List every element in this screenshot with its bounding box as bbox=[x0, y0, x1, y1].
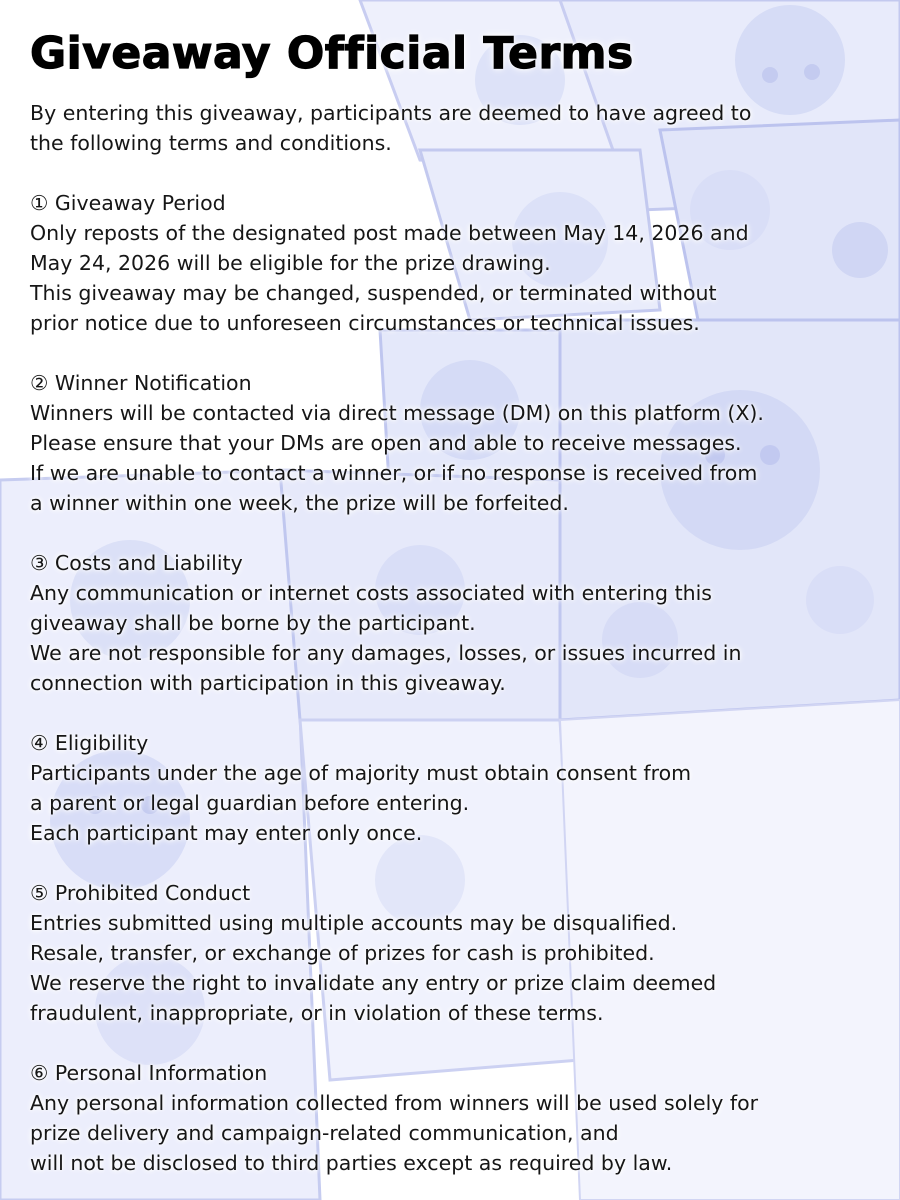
section-giveaway-period bbox=[30, 188, 892, 338]
section-line: Any personal information collected from winners will be used solely for bbox=[30, 1091, 759, 1115]
section-prohibited-conduct bbox=[30, 878, 892, 1028]
section-line: giveaway shall be borne by the participant. bbox=[30, 611, 476, 635]
section-heading: ⑤ Prohibited Conduct bbox=[30, 881, 251, 905]
intro-paragraph bbox=[30, 98, 892, 158]
document-title: Giveaway Official Terms bbox=[30, 28, 634, 79]
section-line: This giveaway may be changed, suspended, or terminated without bbox=[30, 281, 717, 305]
section-heading: ⑥ Personal Information bbox=[30, 1061, 268, 1085]
section-line: Each participant may enter only once. bbox=[30, 821, 423, 845]
section-line: Resale, transfer, or exchange of prizes for cash is prohibited. bbox=[30, 941, 655, 965]
section-line: May 24, 2026 will be eligible for the prize drawing. bbox=[30, 251, 551, 275]
section-line: Any communication or internet costs associated with entering this bbox=[30, 581, 712, 605]
section-line: We are not responsible for any damages, losses, or issues incurred in bbox=[30, 641, 742, 665]
section-line: will not be disclosed to third parties except as required by law. bbox=[30, 1151, 673, 1175]
section-heading: ① Giveaway Period bbox=[30, 191, 226, 215]
section-eligibility bbox=[30, 728, 892, 848]
section-line: Participants under the age of majority must obtain consent from bbox=[30, 761, 692, 785]
section-line: Entries submitted using multiple accounts may be disqualified. bbox=[30, 911, 678, 935]
terms-document bbox=[30, 28, 892, 1178]
section-line: connection with participation in this giveaway. bbox=[30, 671, 506, 695]
section-winner-notification bbox=[30, 368, 892, 518]
section-line: a parent or legal guardian before entering. bbox=[30, 791, 470, 815]
section-line: Winners will be contacted via direct message (DM) on this platform (X). bbox=[30, 401, 764, 425]
section-line: prior notice due to unforeseen circumstances or technical issues. bbox=[30, 311, 700, 335]
section-line: prize delivery and campaign-related communication, and bbox=[30, 1121, 619, 1145]
section-personal-information bbox=[30, 1058, 892, 1178]
section-heading: ③ Costs and Liability bbox=[30, 551, 243, 575]
intro-line: the following terms and conditions. bbox=[30, 131, 392, 155]
section-line: If we are unable to contact a winner, or if no response is received from bbox=[30, 461, 758, 485]
section-line: We reserve the right to invalidate any entry or prize claim deemed bbox=[30, 971, 717, 995]
section-line: Please ensure that your DMs are open and able to receive messages. bbox=[30, 431, 742, 455]
section-heading: ② Winner Notification bbox=[30, 371, 252, 395]
section-costs-liability bbox=[30, 548, 892, 698]
intro-line: By entering this giveaway, participants are deemed to have agreed to bbox=[30, 101, 752, 125]
section-heading: ④ Eligibility bbox=[30, 731, 149, 755]
section-line: a winner within one week, the prize will be forfeited. bbox=[30, 491, 569, 515]
section-line: Only reposts of the designated post made between May 14, 2026 and bbox=[30, 221, 749, 245]
section-line: fraudulent, inappropriate, or in violation of these terms. bbox=[30, 1001, 604, 1025]
